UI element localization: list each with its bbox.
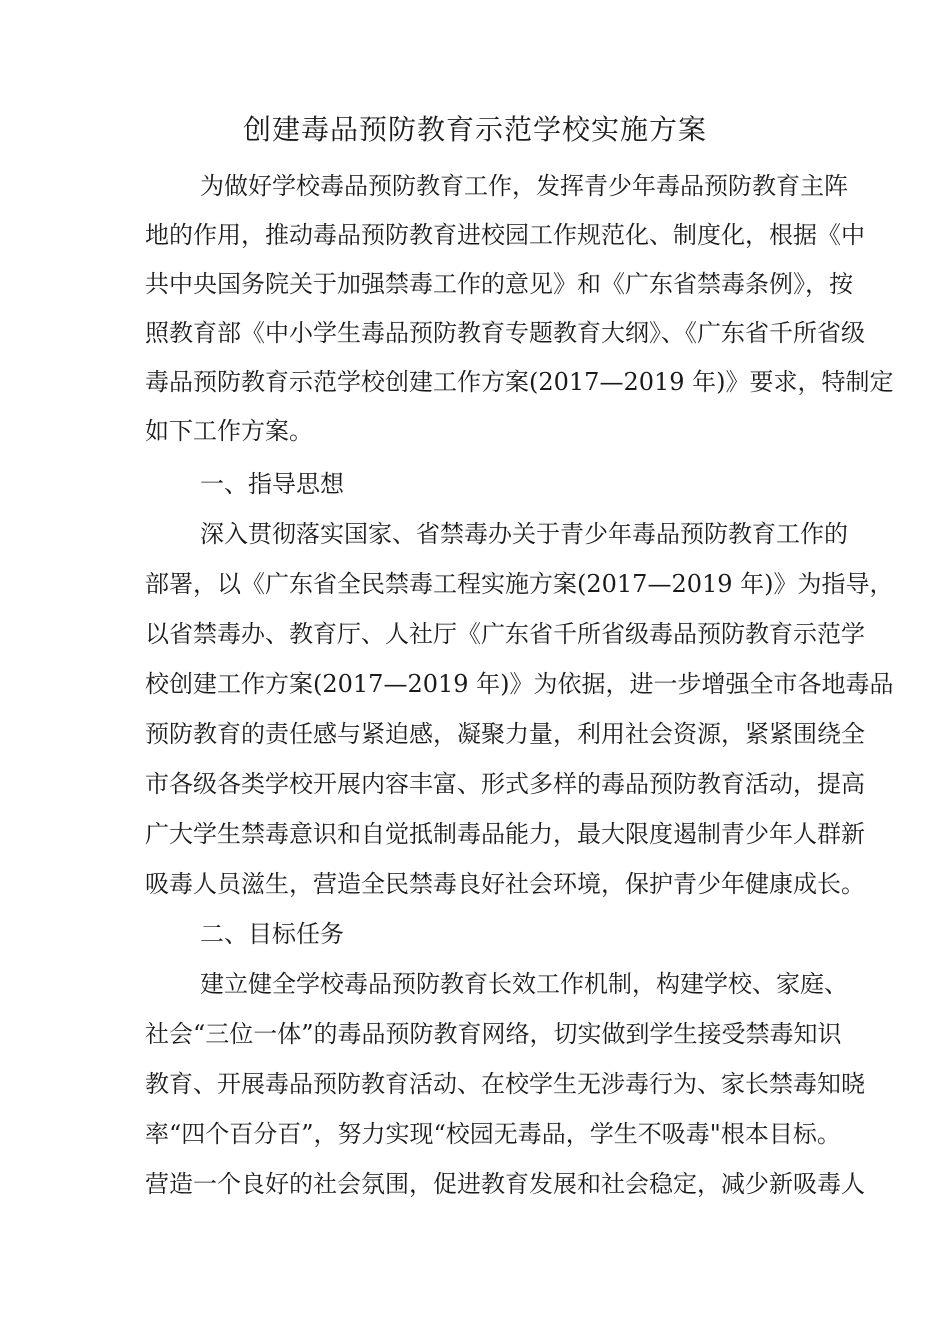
paragraph-2-line-8: 吸毒人员滋生，营造全民禁毒良好社会环境，保护青少年健康成长。: [145, 870, 865, 898]
paragraph-3-line-1: 建立健全学校毒品预防教育长效工作机制，构建学校、家庭、: [200, 970, 848, 998]
paragraph-1-line-2: 地的作用，推动毒品预防教育进校园工作规范化、制度化，根据《中: [145, 221, 865, 249]
paragraph-2-line-7: 广大学生禁毒意识和自觉抵制毒品能力，最大限度遏制青少年人群新: [145, 820, 865, 848]
paragraph-3-line-5: 营造一个良好的社会氛围，促进教育发展和社会稳定，减少新吸毒人: [145, 1170, 865, 1198]
paragraph-1-line-3: 共中央国务院关于加强禁毒工作的意见》和《广东省禁毒条例》，按: [145, 270, 853, 298]
paragraph-2-line-5: 预防教育的责任感与紧迫感，凝聚力量，利用社会资源，紧紧围绕全: [145, 720, 865, 748]
paragraph-1-line-6: 如下工作方案。: [145, 417, 313, 445]
document-title: 创建毒品预防教育示范学校实施方案: [242, 113, 707, 146]
paragraph-2-line-6: 市各级各类学校开展内容丰富、形式多样的毒品预防教育活动，提高: [145, 770, 865, 798]
paragraph-2-line-3: 以省禁毒办、教育厅、人社厅《广东省千所省级毒品预防教育示范学: [145, 620, 865, 648]
paragraph-3-line-2: 社会“三位一体”的毒品预防教育网络，切实做到学生接受禁毒知识: [145, 1020, 842, 1048]
paragraph-1-line-4: 照教育部《中小学生毒品预防教育专题教育大纲》、《广东省千所省级: [145, 319, 865, 347]
paragraph-1-line-5: 毒品预防教育示范学校创建工作方案(2017—2019 年)》要求，特制定: [145, 368, 894, 396]
paragraph-2-line-2: 部署，以《广东省全民禁毒工程实施方案(2017—2019 年)》为指导，: [145, 570, 894, 598]
paragraph-3-line-4: 率“四个百分百”，努力实现“校园无毒品，学生不吸毒"根本目标。: [145, 1120, 841, 1148]
paragraph-1-line-1: 为做好学校毒品预防教育工作，发挥青少年毒品预防教育主阵: [200, 172, 848, 200]
paragraph-2-line-4: 校创建工作方案(2017—2019 年)》为依据，进一步增强全市各地毒品: [145, 670, 894, 698]
paragraph-3-line-3: 教育、开展毒品预防教育活动、在校学生无涉毒行为、家长禁毒知晓: [145, 1070, 865, 1098]
section-heading-objectives: 二、目标任务: [200, 920, 344, 948]
paragraph-2-line-1: 深入贯彻落实国家、省禁毒办关于青少年毒品预防教育工作的: [200, 520, 848, 548]
section-heading-guiding-ideology: 一、指导思想: [200, 470, 344, 498]
